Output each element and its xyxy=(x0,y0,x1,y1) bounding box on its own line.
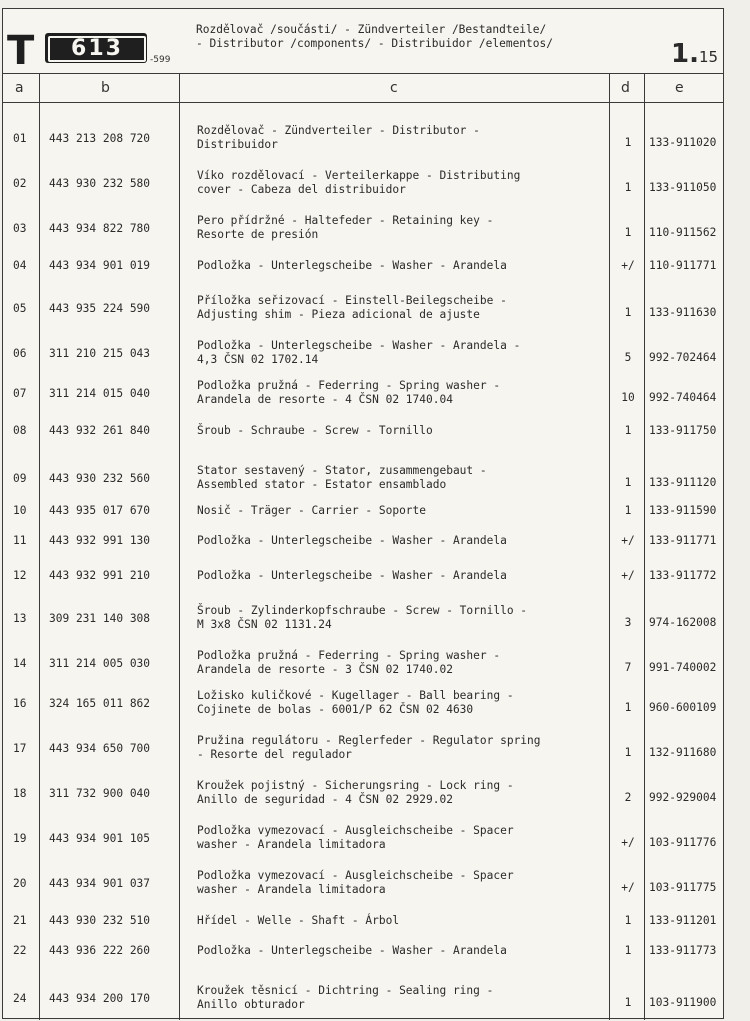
row-position-number: 01 xyxy=(13,132,27,145)
row-description-line-2: Cojinete de bolas - 6001/P 62 ČSN 02 4630 xyxy=(197,703,474,716)
row-description-line-2: Assembled stator - Estator ensamblado xyxy=(197,478,447,491)
row-order-code: 133-911630 xyxy=(649,306,717,319)
row-position-number: 09 xyxy=(13,472,27,485)
row-position-number: 04 xyxy=(13,259,27,272)
row-part-number: 311 210 215 043 xyxy=(49,347,151,360)
brand-logo-model: 613 xyxy=(48,36,146,62)
row-order-code: 974-162008 xyxy=(649,616,717,629)
row-position-number: 22 xyxy=(13,944,27,957)
row-quantity: 1 xyxy=(624,996,632,1009)
row-order-code: 103-911775 xyxy=(649,881,717,894)
row-part-number: 443 932 261 840 xyxy=(49,424,151,437)
column-divider xyxy=(179,73,180,1020)
row-quantity: 1 xyxy=(624,944,632,957)
row-part-number: 311 214 015 040 xyxy=(49,387,151,400)
column-header-row xyxy=(3,73,723,103)
row-position-number: 24 xyxy=(13,992,27,1005)
row-quantity: +/ xyxy=(621,836,635,849)
row-position-number: 13 xyxy=(13,612,27,625)
row-description-line-1: Stator sestavený - Stator, zusammengebaut - xyxy=(197,464,487,477)
row-quantity: 1 xyxy=(624,226,632,239)
column-header-e: e xyxy=(675,80,684,96)
column-divider xyxy=(39,73,40,1020)
row-position-number: 12 xyxy=(13,569,27,582)
row-quantity: 2 xyxy=(624,791,632,804)
page-header xyxy=(3,9,723,74)
row-position-number: 03 xyxy=(13,222,27,235)
row-quantity: +/ xyxy=(621,259,635,272)
row-description-line-1: Nosič - Träger - Carrier - Soporte xyxy=(197,504,427,517)
row-description-line-1: Podložka vymezovací - Ausgleichscheibe - Spacer xyxy=(197,824,514,837)
row-part-number: 443 930 232 580 xyxy=(49,177,151,190)
row-order-code: 991-740002 xyxy=(649,661,717,674)
row-order-code: 133-911771 xyxy=(649,534,717,547)
row-order-code: 960-600109 xyxy=(649,701,717,714)
row-description-line-2: Anillo de seguridad - 4 ČSN 02 2929.02 xyxy=(197,793,453,806)
row-part-number: 443 935 224 590 xyxy=(49,302,151,315)
row-order-code: 133-911750 xyxy=(649,424,717,437)
row-part-number: 443 934 901 037 xyxy=(49,877,151,890)
row-description-line-2: Anillo obturador xyxy=(197,998,305,1011)
row-description-line-1: Víko rozdělovací - Verteilerkappe - Distributing xyxy=(197,169,521,182)
row-part-number: 443 932 991 210 xyxy=(49,569,151,582)
row-position-number: 18 xyxy=(13,787,27,800)
row-position-number: 20 xyxy=(13,877,27,890)
row-quantity: 1 xyxy=(624,701,632,714)
parts-catalog-page xyxy=(2,8,724,1019)
row-part-number: 443 932 991 130 xyxy=(49,534,151,547)
row-order-code: 992-702464 xyxy=(649,351,717,364)
row-order-code: 133-911590 xyxy=(649,504,717,517)
row-part-number: 443 934 650 700 xyxy=(49,742,151,755)
row-description-line-1: Šroub - Schraube - Screw - Tornillo xyxy=(197,424,433,437)
row-quantity: +/ xyxy=(621,881,635,894)
row-part-number: 443 935 017 670 xyxy=(49,504,151,517)
row-position-number: 16 xyxy=(13,697,27,710)
row-part-number: 443 934 822 780 xyxy=(49,222,151,235)
row-description-line-1: Kroužek pojistný - Sicherungsring - Lock ring - xyxy=(197,779,514,792)
row-description-line-1: Podložka - Unterlegscheibe - Washer - Arandela xyxy=(197,534,507,547)
row-description-line-1: Pero přídržné - Haltefeder - Retaining key - xyxy=(197,214,494,227)
row-description-line-2: washer - Arandela limitadora xyxy=(197,838,386,851)
row-quantity: 1 xyxy=(624,504,632,517)
row-order-code: 110-911771 xyxy=(649,259,717,272)
row-description-line-2: Resorte de presión xyxy=(197,228,319,241)
row-position-number: 06 xyxy=(13,347,27,360)
page-number-sub: 15 xyxy=(698,48,719,66)
row-quantity: +/ xyxy=(621,569,635,582)
row-description-line-1: Podložka pružná - Federring - Spring washer - xyxy=(197,379,501,392)
row-part-number: 443 934 901 019 xyxy=(49,259,151,272)
row-description-line-2: Arandela de resorte - 3 ČSN 02 1740.02 xyxy=(197,663,453,676)
row-description-line-2: Distribuidor xyxy=(197,138,278,151)
row-description-line-1: Pružina regulátoru - Reglerfeder - Regulator spring xyxy=(197,734,541,747)
row-quantity: +/ xyxy=(621,534,635,547)
column-header-c: c xyxy=(390,80,398,96)
row-order-code: 992-929004 xyxy=(649,791,717,804)
row-part-number: 443 934 901 105 xyxy=(49,832,151,845)
row-description-line-1: Podložka - Unterlegscheibe - Washer - Arandela - xyxy=(197,339,521,352)
row-description-line-1: Podložka - Unterlegscheibe - Washer - Arandela xyxy=(197,569,507,582)
row-description-line-2: M 3x8 ČSN 02 1131.24 xyxy=(197,618,332,631)
row-part-number: 311 214 005 030 xyxy=(49,657,151,670)
page-title-line-1: Rozdělovač /součásti/ - Zündverteiler /Bestandteile/ xyxy=(196,23,547,36)
row-quantity: 1 xyxy=(624,424,632,437)
row-position-number: 10 xyxy=(13,504,27,517)
row-quantity: 3 xyxy=(624,616,632,629)
row-description-line-1: Rozdělovač - Zündverteiler - Distributor - xyxy=(197,124,480,137)
row-quantity: 1 xyxy=(624,136,632,149)
column-header-a: a xyxy=(15,80,24,96)
row-description-line-2: Adjusting shim - Pieza adicional de ajuste xyxy=(197,308,480,321)
row-description-line-1: Ložisko kuličkové - Kugellager - Ball bearing - xyxy=(197,689,514,702)
row-description-line-1: Podložka - Unterlegscheibe - Washer - Arandela xyxy=(197,259,507,272)
row-quantity: 7 xyxy=(624,661,632,674)
row-description-line-2: - Resorte del regulador xyxy=(197,748,352,761)
row-description-line-2: washer - Arandela limitadora xyxy=(197,883,386,896)
row-part-number: 443 930 232 510 xyxy=(49,914,151,927)
row-quantity: 1 xyxy=(624,181,632,194)
row-position-number: 19 xyxy=(13,832,27,845)
row-order-code: 133-911772 xyxy=(649,569,717,582)
row-position-number: 11 xyxy=(13,534,27,547)
row-description-line-1: Příložka seřizovací - Einstell-Beilegscheibe - xyxy=(197,294,507,307)
brand-logo-letter: T xyxy=(7,28,35,74)
row-description-line-2: Arandela de resorte - 4 ČSN 02 1740.04 xyxy=(197,393,453,406)
row-description-line-2: cover - Cabeza del distribuidor xyxy=(197,183,406,196)
row-position-number: 08 xyxy=(13,424,27,437)
model-suffix: -599 xyxy=(150,55,171,65)
row-position-number: 14 xyxy=(13,657,27,670)
row-part-number: 443 930 232 560 xyxy=(49,472,151,485)
row-order-code: 133-911020 xyxy=(649,136,717,149)
page-title-line-2: - Distributor /components/ - Distribuidor /elementos/ xyxy=(196,37,553,50)
row-part-number: 443 934 200 170 xyxy=(49,992,151,1005)
row-quantity: 1 xyxy=(624,476,632,489)
row-position-number: 21 xyxy=(13,914,27,927)
row-order-code: 132-911680 xyxy=(649,746,717,759)
row-order-code: 133-911050 xyxy=(649,181,717,194)
column-header-d: d xyxy=(621,80,630,96)
row-position-number: 17 xyxy=(13,742,27,755)
row-order-code: 110-911562 xyxy=(649,226,717,239)
row-description-line-1: Kroužek těsnicí - Dichtring - Sealing ring - xyxy=(197,984,494,997)
row-description-line-1: Podložka vymezovací - Ausgleichscheibe - Spacer xyxy=(197,869,514,882)
row-order-code: 103-911776 xyxy=(649,836,717,849)
row-part-number: 443 936 222 260 xyxy=(49,944,151,957)
brand-logo-model-box xyxy=(45,33,147,63)
row-position-number: 07 xyxy=(13,387,27,400)
row-quantity: 1 xyxy=(624,306,632,319)
row-order-code: 992-740464 xyxy=(649,391,717,404)
row-description-line-1: Šroub - Zylinderkopfschraube - Screw - Tornillo - xyxy=(197,604,528,617)
row-quantity: 5 xyxy=(624,351,632,364)
row-order-code: 103-911900 xyxy=(649,996,717,1009)
row-quantity: 1 xyxy=(624,914,632,927)
row-order-code: 133-911773 xyxy=(649,944,717,957)
page-number xyxy=(671,39,718,69)
row-description-line-1: Hřídel - Welle - Shaft - Árbol xyxy=(197,914,400,927)
row-description-line-2: 4,3 ČSN 02 1702.14 xyxy=(197,353,319,366)
row-order-code: 133-911120 xyxy=(649,476,717,489)
row-position-number: 05 xyxy=(13,302,27,315)
page-number-main: 1. xyxy=(671,39,699,69)
row-part-number: 324 165 011 862 xyxy=(49,697,151,710)
row-quantity: 1 xyxy=(624,746,632,759)
row-order-code: 133-911201 xyxy=(649,914,717,927)
column-header-b: b xyxy=(101,80,110,96)
row-description-line-1: Podložka pružná - Federring - Spring washer - xyxy=(197,649,501,662)
row-part-number: 309 231 140 308 xyxy=(49,612,151,625)
row-part-number: 311 732 900 040 xyxy=(49,787,151,800)
row-part-number: 443 213 208 720 xyxy=(49,132,151,145)
row-position-number: 02 xyxy=(13,177,27,190)
row-description-line-1: Podložka - Unterlegscheibe - Washer - Arandela xyxy=(197,944,507,957)
row-quantity: 10 xyxy=(621,391,635,404)
